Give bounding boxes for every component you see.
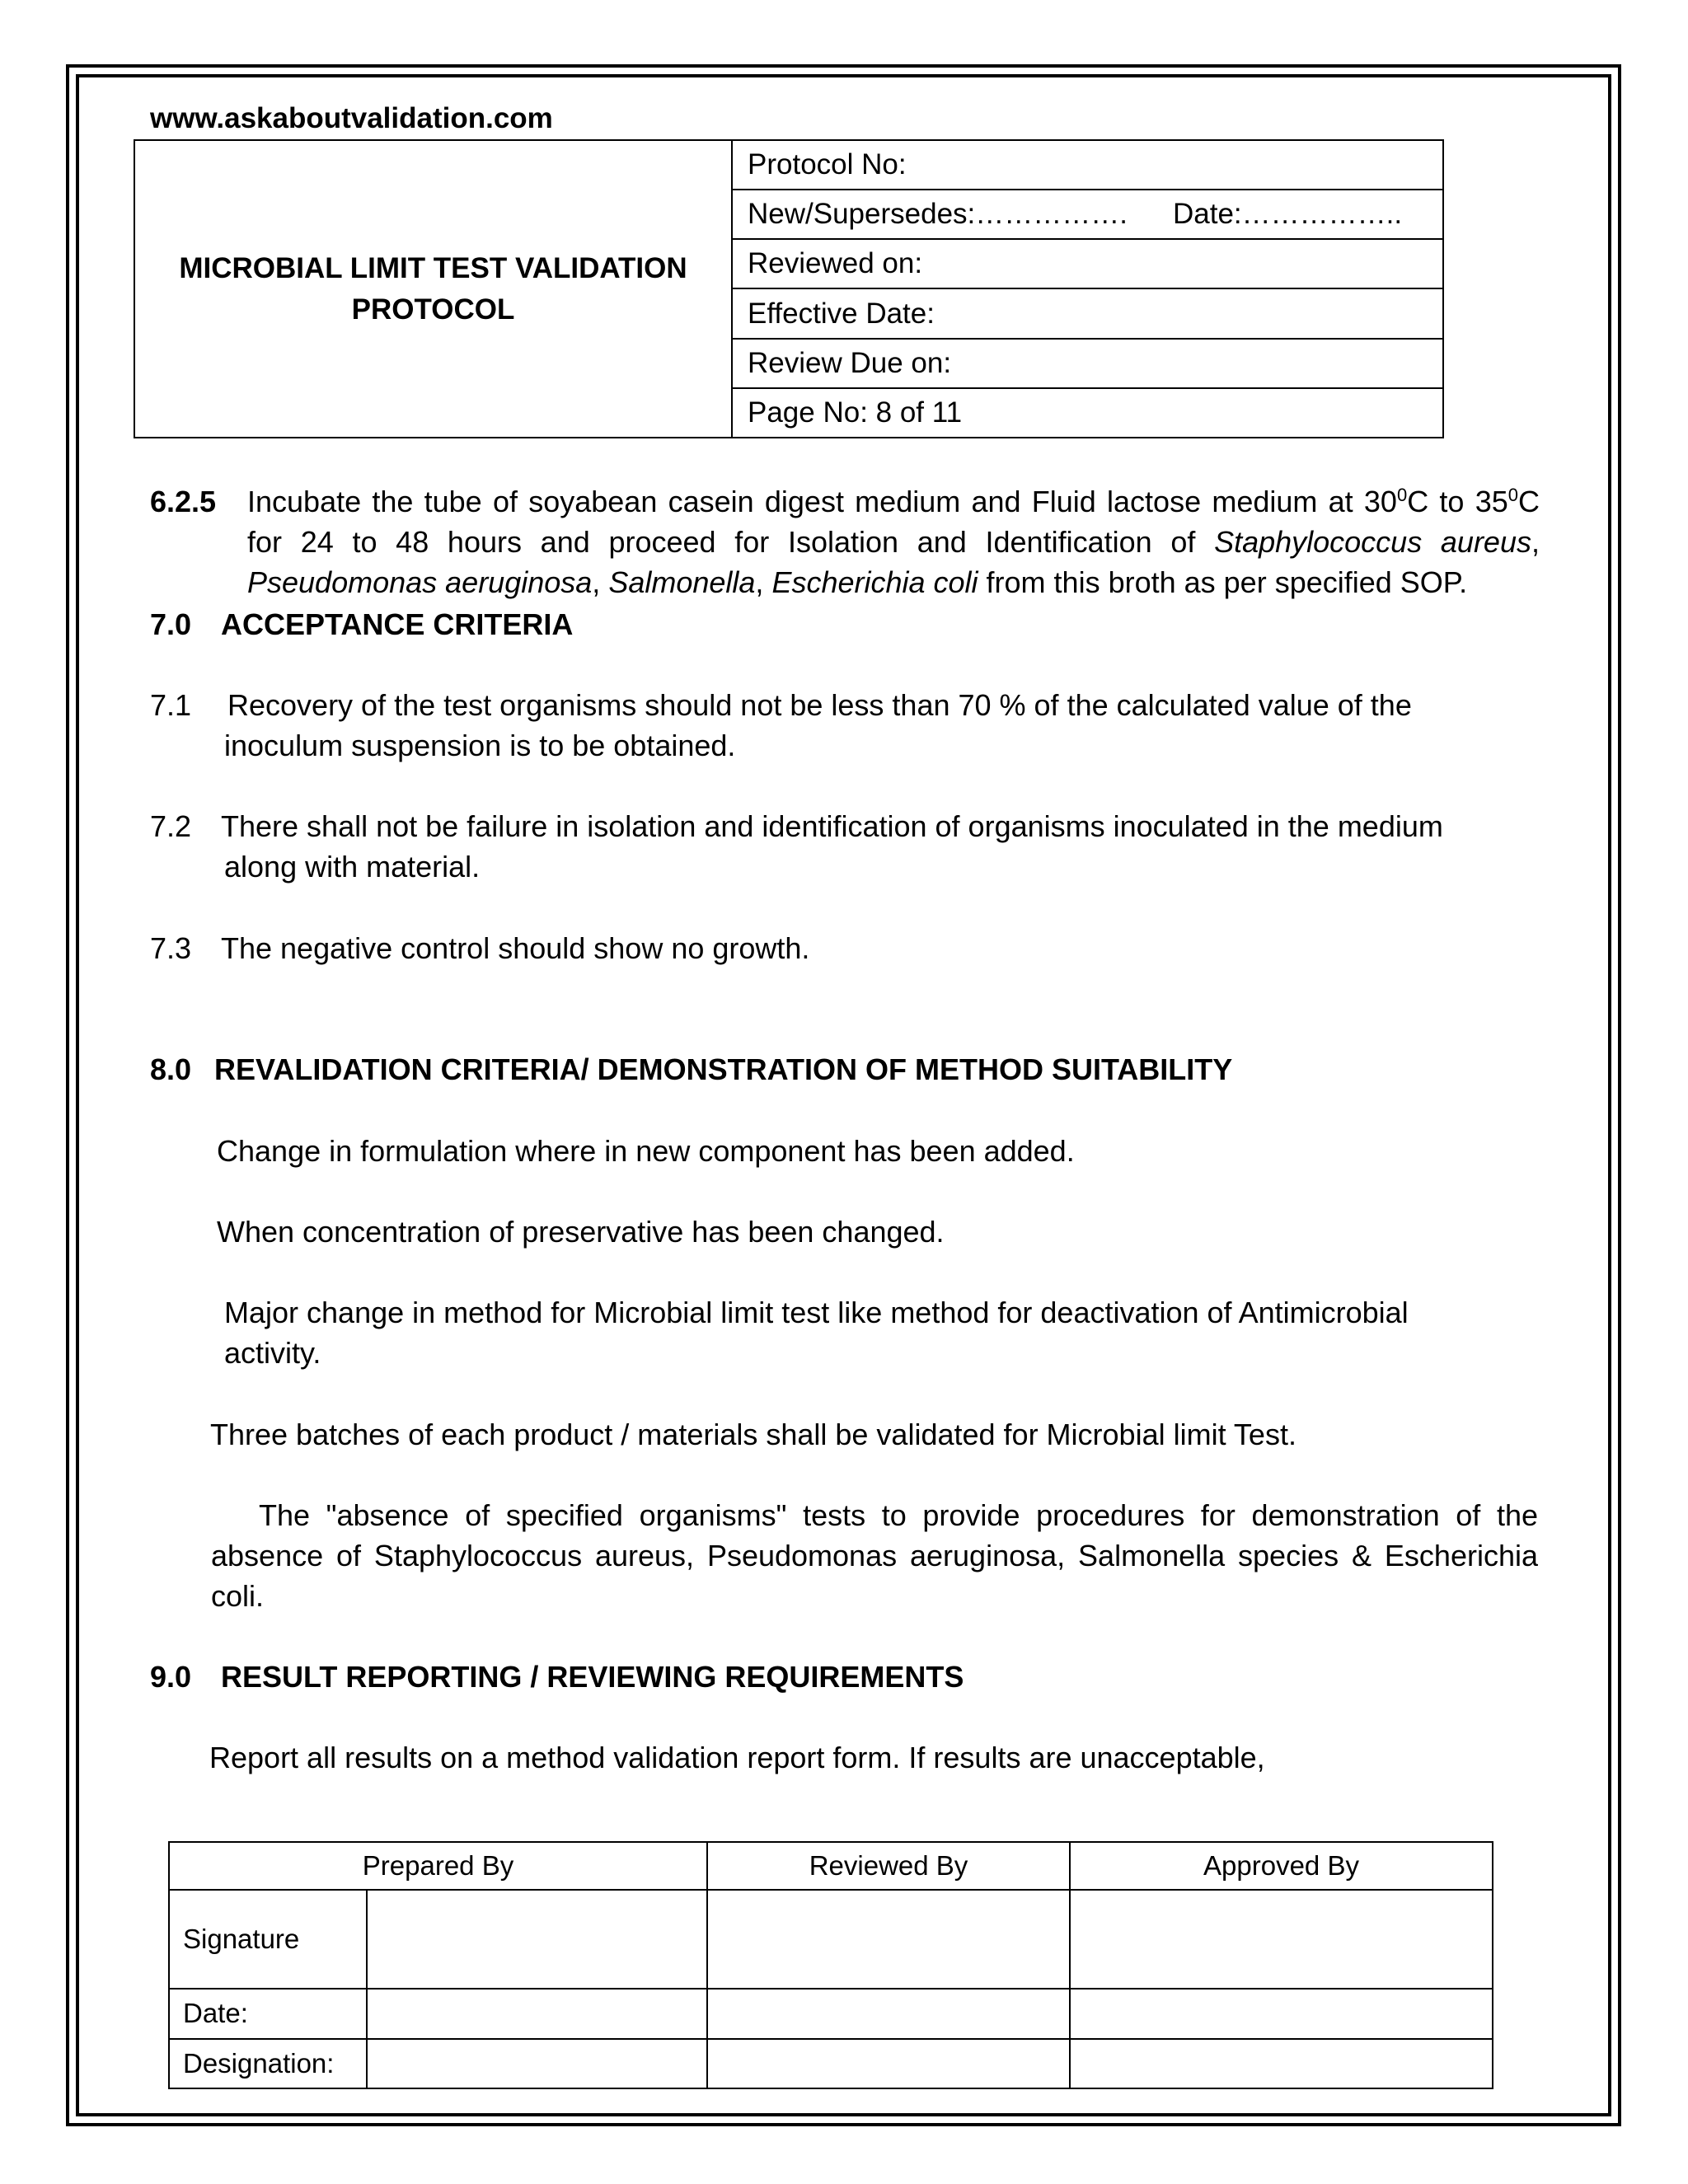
designation-label: Designation:: [169, 2039, 367, 2088]
prepared-date-cell[interactable]: [367, 1989, 707, 2038]
item-7-3-text: The negative control should show no growth.: [221, 931, 810, 965]
section-9-para-1: Report all results on a method validation report form. If results are unacceptable,: [209, 1741, 1265, 1774]
reviewed-by-header: Reviewed By: [707, 1842, 1070, 1890]
section-8-para-2: When concentration of preservative has been changed.: [217, 1215, 945, 1249]
signoff-table: [168, 1841, 1493, 2089]
new-supersedes-field: New/Supersedes:…………….: [748, 198, 1128, 231]
section-7-heading: ACCEPTANCE CRITERIA: [221, 607, 574, 641]
item-7-2-number: 7.2: [150, 809, 192, 843]
prepared-by-header: Prepared By: [169, 1842, 707, 1890]
organism-pseudomonas: Pseudomonas aeruginosa: [247, 565, 593, 599]
website-url: www.askaboutvalidation.com: [150, 102, 553, 134]
prepared-designation-cell[interactable]: [367, 2039, 707, 2088]
signature-label: Signature: [169, 1890, 367, 1989]
section-7-number: 7.0: [150, 607, 192, 641]
new-supersedes-cell: [732, 190, 1443, 239]
section-8-para-4: Three batches of each product / materials shall be validated for Microbial limit Test.: [210, 1418, 1296, 1451]
section-9-heading: RESULT REPORTING / REVIEWING REQUIREMENTS: [221, 1660, 964, 1694]
reviewed-signature-cell[interactable]: [707, 1890, 1070, 1989]
document-title-line2: PROTOCOL: [351, 293, 515, 326]
section-6-2-5-text: Incubate the tube of soyabean casein digest medium and Fluid lactose medium at $30^0C$ to $35^0C$ for 24 to 48 hours and proceed for Isolation and Identification of Staphylococcus aureus, Pseudomonas aeruginosa, Salmonella, Escherichia coli from this broth as per specified SOP.: [247, 485, 1540, 599]
item-7-1-number: 7.1: [150, 688, 192, 722]
approved-designation-cell[interactable]: [1070, 2039, 1493, 2088]
reviewed-designation-cell[interactable]: [707, 2039, 1070, 2088]
approved-by-header: Approved By: [1070, 1842, 1493, 1890]
date-field: Date:……………..: [1172, 198, 1403, 231]
reviewed-date-cell[interactable]: [707, 1989, 1070, 2038]
section-8-number: 8.0: [150, 1052, 192, 1086]
date-label: Date:: [169, 1989, 367, 2038]
approved-signature-cell[interactable]: [1070, 1890, 1493, 1989]
section-8-para-1: Change in formulation where in new component has been added.: [217, 1134, 1075, 1168]
item-7-2-text: There shall not be failure in isolation and identification of organisms inoculated in the medium along with material.: [221, 809, 1443, 883]
organism-salmonella: Salmonella: [608, 565, 756, 599]
review-due-on-cell: Review Due on:: [732, 339, 1443, 388]
item-7-3-number: 7.3: [150, 931, 192, 965]
page-no-cell: Page No: 8 of 11: [732, 388, 1443, 438]
protocol-no-cell: Protocol No:: [732, 140, 1443, 190]
section-8-para-3: Major change in method for Microbial limit test like method for deactivation of Antimicrobial activity.: [224, 1296, 1409, 1370]
section-6-2-5-number: 6.2.5: [150, 485, 217, 518]
document-header-table: [134, 139, 1444, 438]
section-9-number: 9.0: [150, 1660, 192, 1694]
prepared-signature-cell[interactable]: [367, 1890, 707, 1989]
section-8-heading: REVALIDATION CRITERIA/ DEMONSTRATION OF METHOD SUITABILITY: [214, 1052, 1233, 1086]
section-8-para-5: The "absence of specified organisms" tests to provide procedures for demonstration of the absence of Staphylococcus aureus, Pseudomonas aeruginosa, Salmonella species & Escherichia coli.: [211, 1498, 1538, 1613]
organism-staph: Staphylococcus aureus: [1214, 525, 1531, 559]
organism-ecoli: Escherichia coli: [771, 565, 978, 599]
reviewed-on-cell: Reviewed on:: [732, 239, 1443, 288]
effective-date-cell: Effective Date:: [732, 288, 1443, 338]
item-7-1-text: Recovery of the test organisms should not be less than 70 % of the calculated value of the inoculum suspension is to be obtained.: [224, 688, 1412, 762]
document-title: [134, 140, 732, 438]
document-title-line1: MICROBIAL LIMIT TEST VALIDATION: [179, 251, 687, 284]
approved-date-cell[interactable]: [1070, 1989, 1493, 2038]
